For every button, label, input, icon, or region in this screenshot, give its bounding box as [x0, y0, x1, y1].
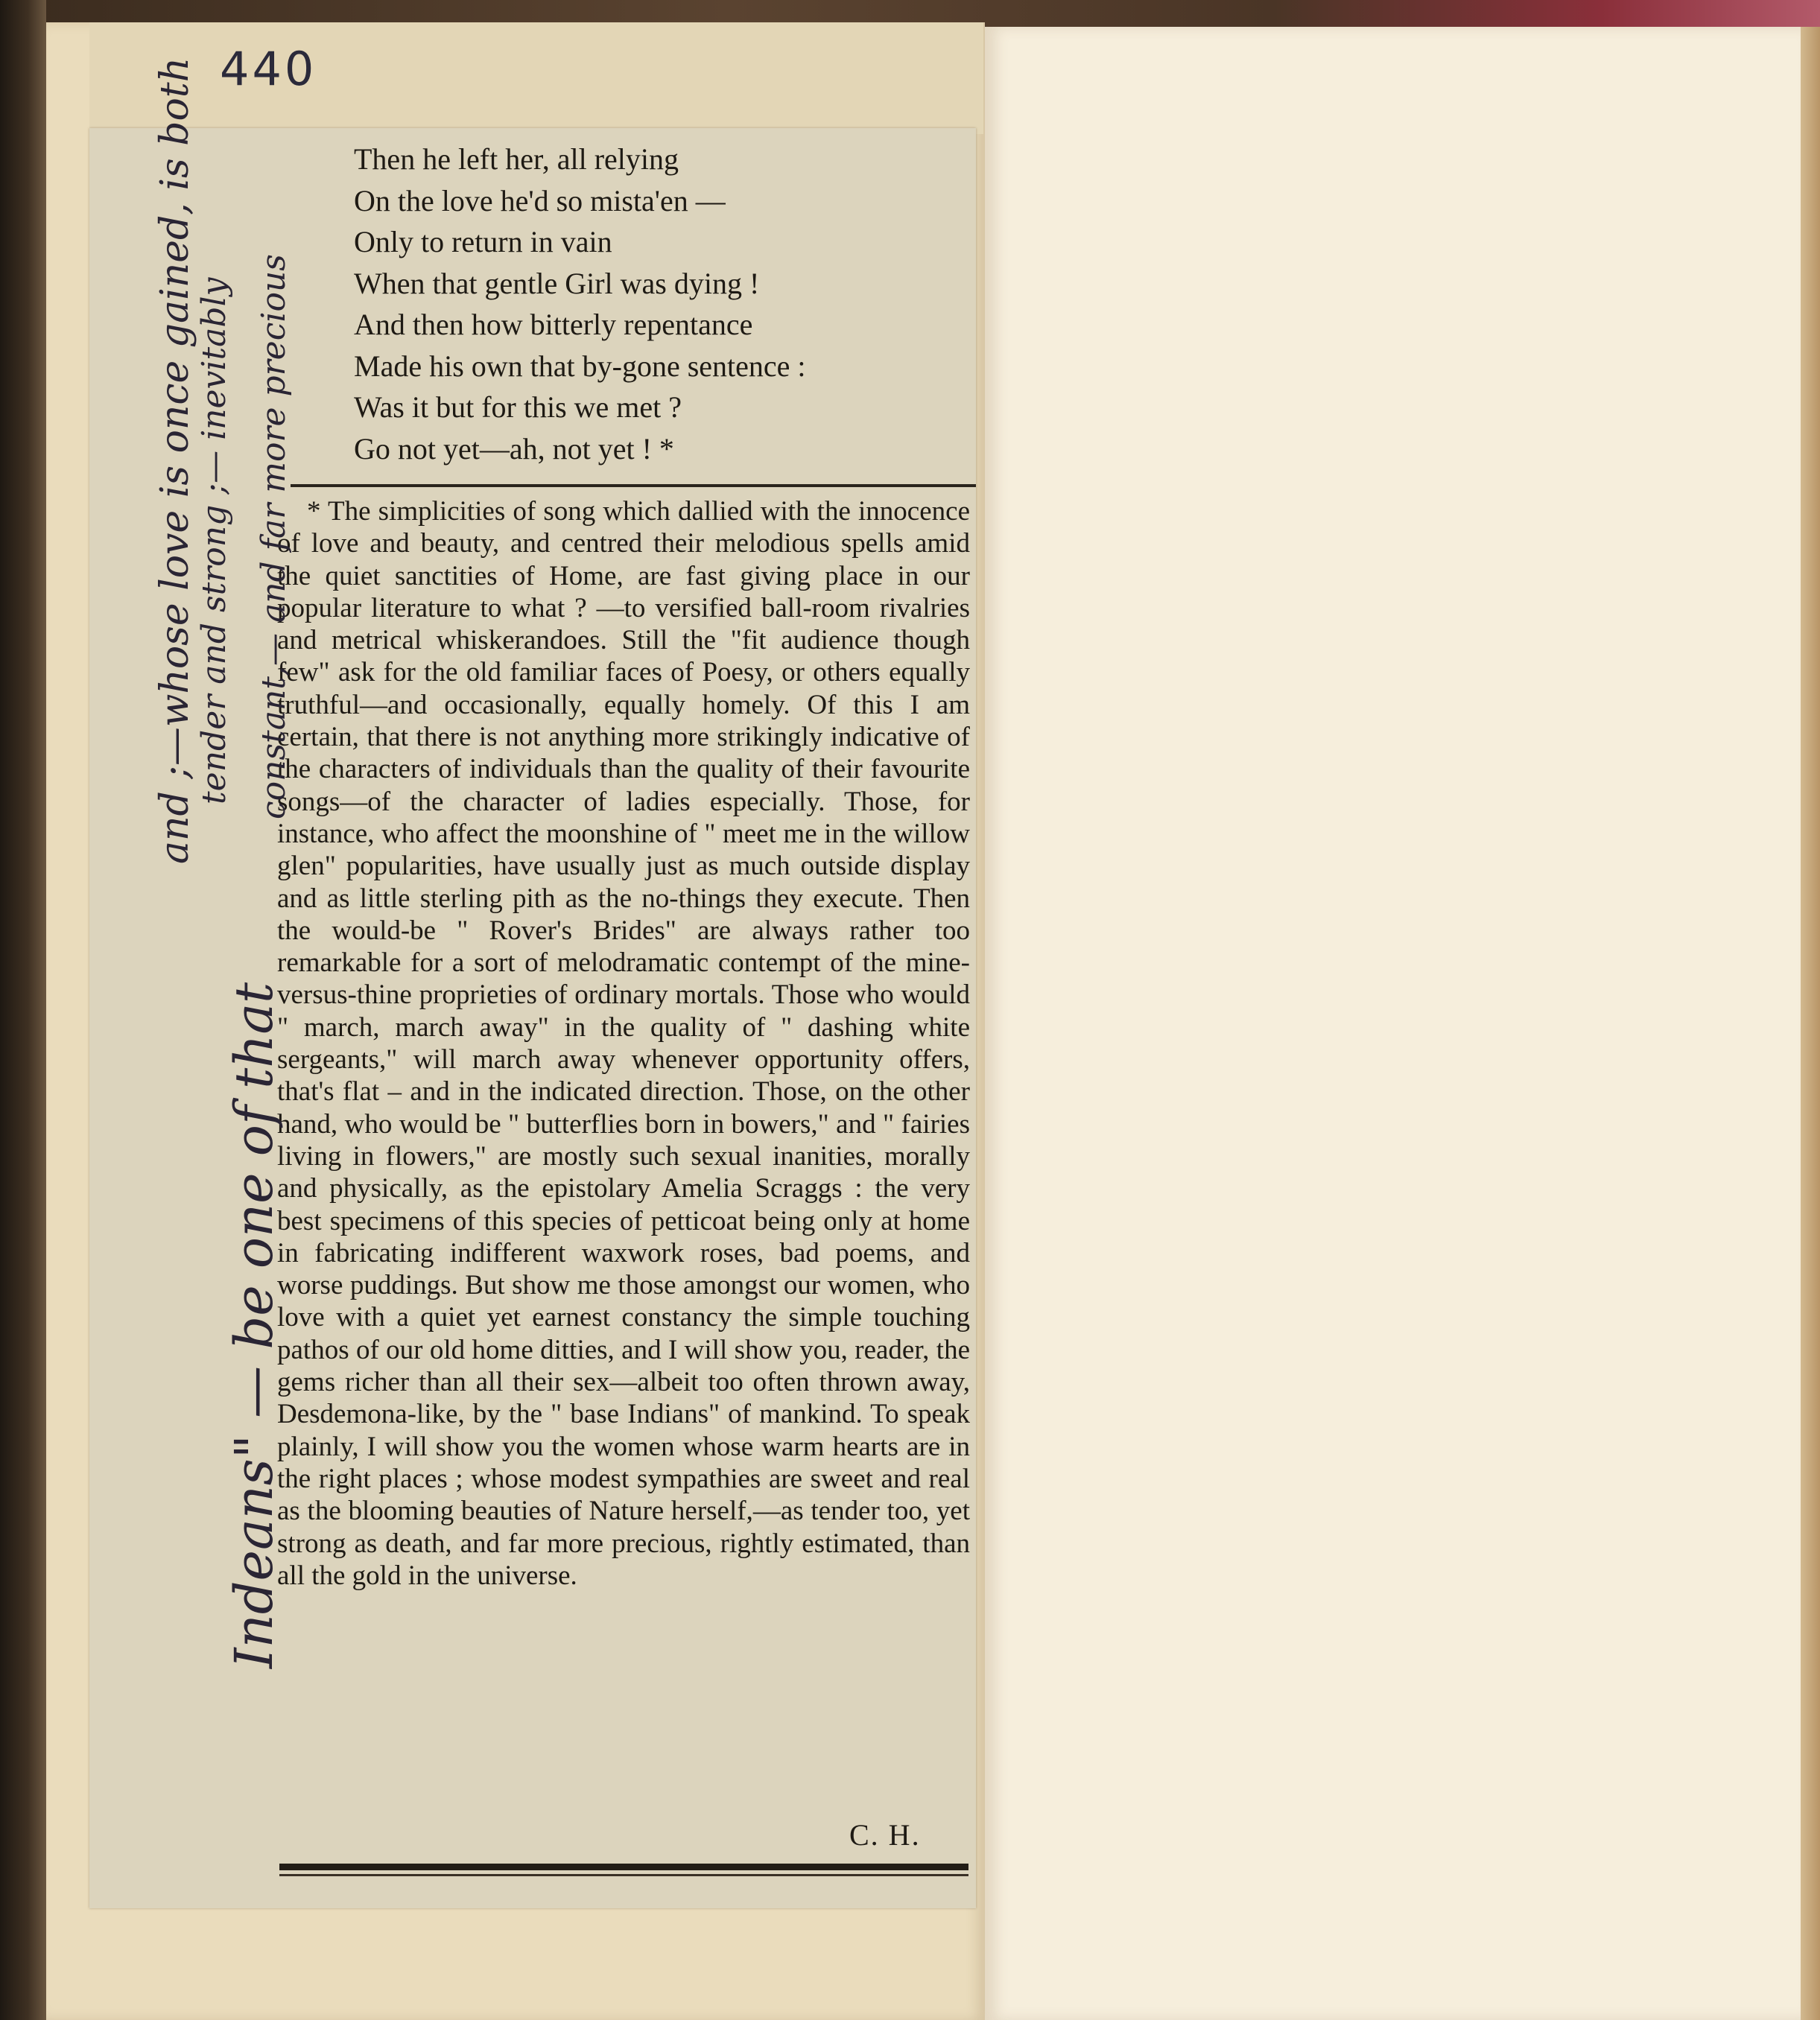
poem-line: And then how bitterly repentance — [354, 308, 753, 341]
album-binding-left — [0, 0, 46, 2020]
album-edge-right — [1801, 27, 1820, 2020]
right-blank-page — [985, 27, 1801, 2020]
author-signature: C. H. — [849, 1818, 921, 1852]
poem-line: Made his own that by-gone sentence : — [354, 349, 806, 383]
handwritten-annotation: tender and strong ;— inevitably — [195, 277, 233, 804]
closing-rule-thin — [279, 1874, 968, 1876]
poem-line: When that gentle Girl was dying ! — [354, 266, 760, 300]
handwritten-annotation: Indeans" — be one of that — [223, 982, 285, 1668]
footnote-paragraph: * The simplicities of song which dallied with the innocence of love and beauty, and centred their melodious spells amid the quiet sanctities of Home, are fast giving place in our popular literature to what ? —to versified ball-room rivalries and metrical whiskerandoes. Still the "fit audience though few" ask for the old familiar faces of Poesy, or others equally truthful—and occasionally, equally homely. Of this I am certain, that there is not anything more strikingly indicative of the characters of individuals than the quality of their favourite songs—of the character of ladies especially. Those, for instance, who affect the moonshine of " meet me in the willow glen" popularities, have usually just as much outside display and as little sterling pith as the no-things they execute. Then the would-be " Rover's Brides" are always rather too remarkable for a sort of melodramatic contempt of the mine-versus-thine proprieties of ordinary mortals. Those who would " march, march away" in the quality of " dashing white sergeants," will march away whenever opportunity offers, that's flat – and in the indicated direction. Those, on the other hand, who would be " butterflies born in bowers," and " fairies living in flowers," are mostly such sexual inanities, morally and physically, as the epistolary Amelia Scraggs : the very best specimens of this species of petticoat being only at home in fabricating indifferent waxwork roses, bad poems, and worse puddings. But show me those amongst our women, who love with a quiet yet earnest constancy the simple touching pathos of our old home ditties, and I will show you, reader, the gems richer than all their sex—albeit too often thrown away, Desdemona-like, by the " base Indians" of mankind. To speak plainly, I will show you the women whose warm hearts are in the right places ; whose modest sympathies are sweet and real as the blooming beauties of Nature herself,—as tender too, yet strong as death, and far more precious, rightly estimated, than all the gold in the universe. — [277, 496, 970, 1591]
section-divider — [291, 484, 976, 487]
poem-line: Only to return in vain — [354, 225, 612, 258]
poem-line: On the love he'd so mista'en — — [354, 183, 726, 217]
poem-line: Was it but for this we met ? — [354, 390, 682, 424]
poem-stanza — [354, 139, 972, 469]
handwritten-annotation: and ;—whose love is once gained, is both — [153, 57, 197, 864]
closing-rule — [279, 1864, 968, 1870]
handwritten-annotation: constant,— and far more precious — [255, 254, 293, 819]
poem-line: Then he left her, all relying — [354, 142, 679, 176]
poem-line: Go not yet—ah, not yet ! * — [354, 431, 674, 466]
editorial-footnote — [277, 495, 970, 1592]
page-number: 440 — [220, 42, 317, 96]
